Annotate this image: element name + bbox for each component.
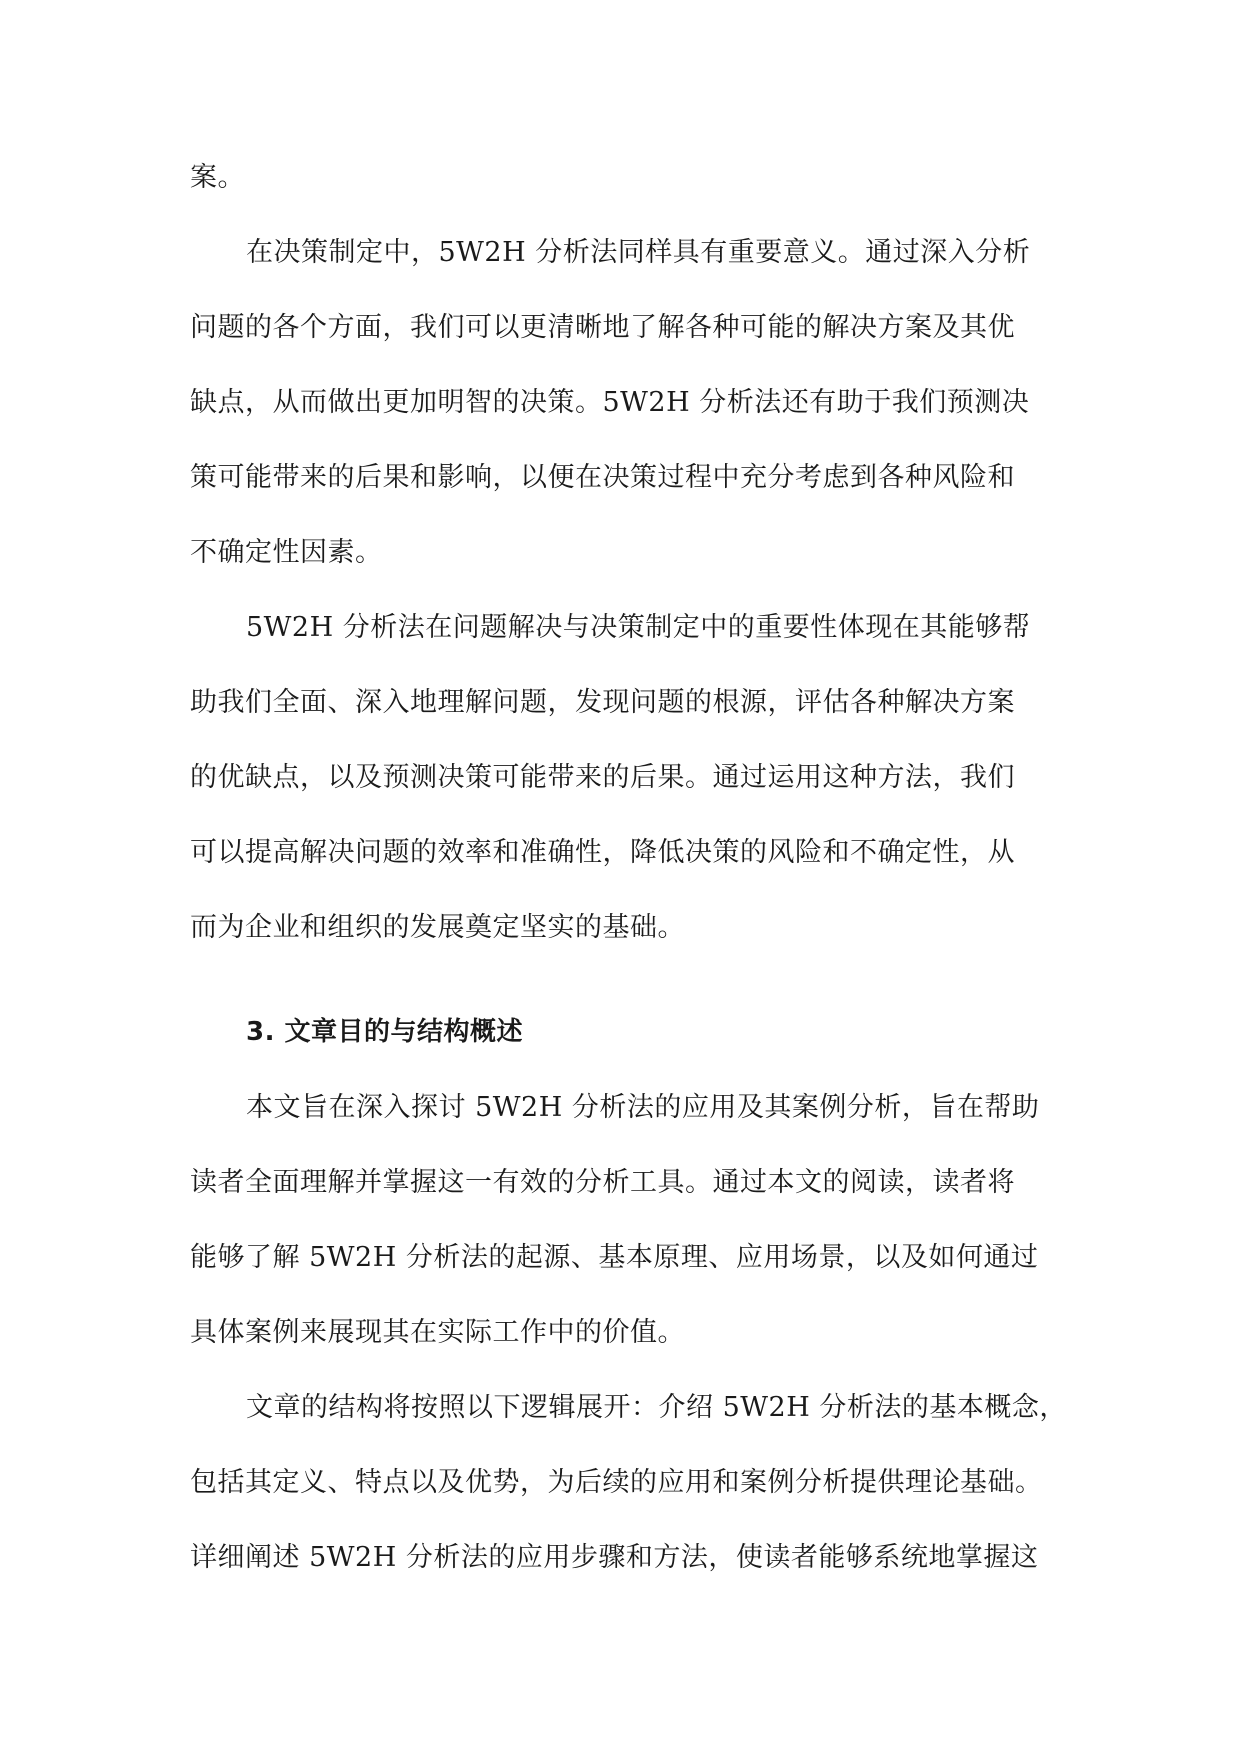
paragraph-line: 策可能带来的后果和影响，以便在决策过程中充分考虑到各种风险和 (190, 462, 1015, 493)
paragraph-line: 包括其定义、特点以及优势，为后续的应用和案例分析提供理论基础。 (190, 1467, 1043, 1498)
paragraph-line: 具体案例来展现其在实际工作中的价值。 (190, 1317, 685, 1348)
paragraph-line: 不确定性因素。 (190, 537, 383, 568)
paragraph-line: 文章的结构将按照以下逻辑展开：介绍 5W2H 分析法的基本概念， (246, 1392, 1067, 1423)
paragraph-line: 本文旨在深入探讨 5W2H 分析法的应用及其案例分析，旨在帮助 (246, 1092, 1040, 1123)
paragraph-line: 而为企业和组织的发展奠定坚实的基础。 (190, 912, 685, 943)
paragraph-line: 案。 (190, 162, 245, 193)
paragraph-line: 助我们全面、深入地理解问题，发现问题的根源，评估各种解决方案 (190, 687, 1015, 718)
section-heading: 3. 文章目的与结构概述 (246, 1017, 524, 1047)
paragraph-line: 的优缺点，以及预测决策可能带来的后果。通过运用这种方法，我们 (190, 762, 1015, 793)
paragraph-line: 缺点，从而做出更加明智的决策。5W2H 分析法还有助于我们预测决 (190, 387, 1030, 418)
paragraph-line: 能够了解 5W2H 分析法的起源、基本原理、应用场景，以及如何通过 (190, 1242, 1039, 1273)
document-body (190, 140, 1067, 1595)
paragraph-line: 5W2H 分析法在问题解决与决策制定中的重要性体现在其能够帮 (246, 612, 1031, 643)
paragraph-line: 在决策制定中，5W2H 分析法同样具有重要意义。通过深入分析 (246, 237, 1031, 268)
paragraph-line: 问题的各个方面，我们可以更清晰地了解各种可能的解决方案及其优 (190, 312, 1015, 343)
paragraph-line: 详细阐述 5W2H 分析法的应用步骤和方法，使读者能够系统地掌握这 (190, 1542, 1039, 1573)
paragraph-line: 可以提高解决问题的效率和准确性，降低决策的风险和不确定性，从 (190, 837, 1015, 868)
section-spacer (190, 965, 1060, 995)
paragraph-line: 读者全面理解并掌握这一有效的分析工具。通过本文的阅读，读者将 (190, 1167, 1015, 1198)
